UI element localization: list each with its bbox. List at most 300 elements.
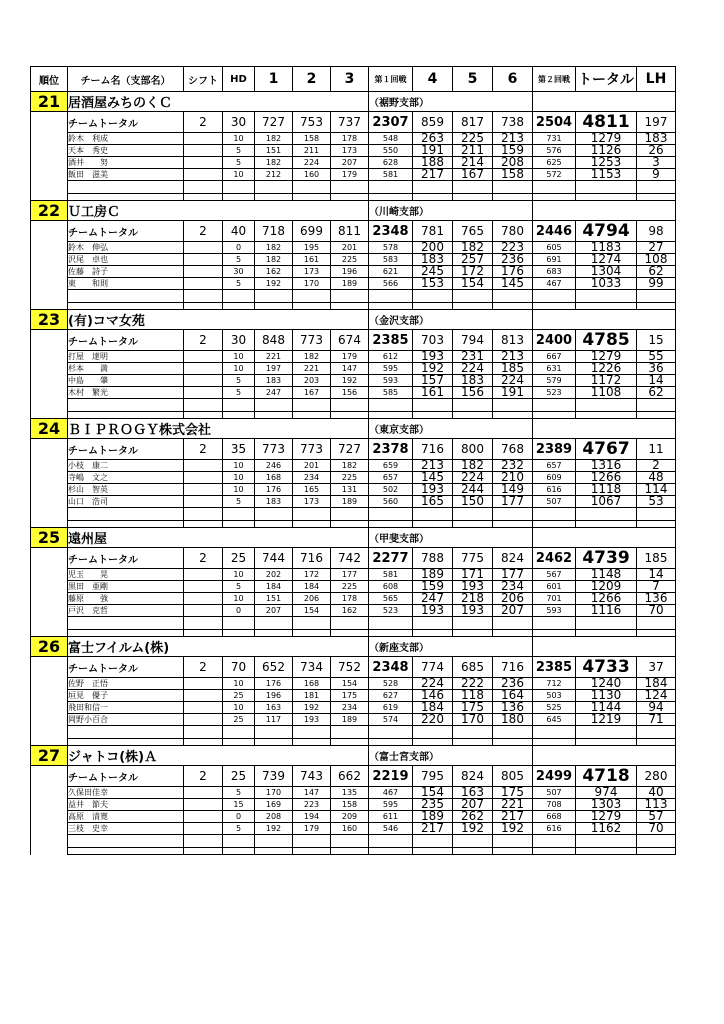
player-g4-value: 193 xyxy=(413,605,453,617)
shift-cell xyxy=(184,787,223,799)
blank-cell xyxy=(223,508,255,521)
player-hd-value: 10 xyxy=(223,484,255,496)
player-g4-value: 224 xyxy=(413,678,453,690)
rank-badge: 22 xyxy=(31,201,68,221)
player-lh-value: 2 xyxy=(637,460,676,472)
player-hd-value: 25 xyxy=(223,714,255,726)
blank-cell xyxy=(68,508,184,521)
rank-cell xyxy=(31,363,68,375)
team-g1-value: 744 xyxy=(255,548,293,569)
rank-cell xyxy=(31,375,68,387)
col-game-4: 4 xyxy=(413,67,453,92)
team-g4-value: 716 xyxy=(413,439,453,460)
member-row xyxy=(31,169,676,181)
blank-cell xyxy=(413,399,453,412)
player-g2-value: 193 xyxy=(293,714,331,726)
player-name: 木村 繁光 xyxy=(68,387,184,399)
player-s2-value: 605 xyxy=(533,242,576,254)
rank-cell xyxy=(31,581,68,593)
blank-cell xyxy=(576,399,637,412)
player-s1-value: 574 xyxy=(369,714,413,726)
shift-cell xyxy=(184,823,223,835)
player-s1-value: 657 xyxy=(369,472,413,484)
member-row xyxy=(31,605,676,617)
player-lh-value: 62 xyxy=(637,387,676,399)
player-tt-value: 1266 xyxy=(576,472,637,484)
blank-cell xyxy=(255,303,293,310)
player-name: 垣見 優子 xyxy=(68,690,184,702)
team-tt-value: 4785 xyxy=(576,330,637,351)
col-series-1: 第１回戦 xyxy=(369,67,413,92)
player-name: 益井 節夫 xyxy=(68,799,184,811)
blank-cell xyxy=(637,412,676,419)
player-g1-value: 162 xyxy=(255,266,293,278)
team-g1-value: 652 xyxy=(255,657,293,678)
player-g6-value: 213 xyxy=(493,133,533,145)
player-name: 鈴木 伸弘 xyxy=(68,242,184,254)
player-name: 酒井 努 xyxy=(68,157,184,169)
team-name: Ｕ工房Ｃ xyxy=(68,201,369,221)
player-g6-value: 208 xyxy=(493,157,533,169)
blank-cell xyxy=(68,194,184,201)
spacer-row xyxy=(31,399,676,412)
team-lh-value: 197 xyxy=(637,112,676,133)
blank-cell xyxy=(576,726,637,739)
player-tt-value: 1219 xyxy=(576,714,637,726)
spacer-row xyxy=(31,739,676,746)
player-name: 佐野 正悟 xyxy=(68,678,184,690)
player-hd-value: 10 xyxy=(223,363,255,375)
blank-cell xyxy=(331,412,369,419)
member-row xyxy=(31,242,676,254)
spacer-row xyxy=(31,521,676,528)
player-name: 飯田 滋美 xyxy=(68,169,184,181)
player-g1-value: 247 xyxy=(255,387,293,399)
player-g6-value: 177 xyxy=(493,569,533,581)
player-tt-value: 1144 xyxy=(576,702,637,714)
player-g5-value: 214 xyxy=(453,157,493,169)
player-g1-value: 151 xyxy=(255,593,293,605)
blank-cell xyxy=(493,630,533,637)
player-g6-value: 217 xyxy=(493,811,533,823)
blank-cell xyxy=(493,848,533,855)
player-g3-value: 158 xyxy=(331,799,369,811)
spacer-row xyxy=(31,508,676,521)
team-total-row xyxy=(31,766,676,787)
player-name: 戸沢 克哲 xyxy=(68,605,184,617)
team-total-row xyxy=(31,548,676,569)
player-g1-value: 168 xyxy=(255,472,293,484)
player-hd-value: 10 xyxy=(223,569,255,581)
blank-cell xyxy=(533,508,576,521)
blank-cell xyxy=(637,726,676,739)
shift-cell xyxy=(184,484,223,496)
player-g5-value: 193 xyxy=(453,605,493,617)
blank-cell xyxy=(68,412,184,419)
shift-cell xyxy=(184,387,223,399)
rank-cell xyxy=(31,351,68,363)
player-lh-value: 36 xyxy=(637,363,676,375)
player-s2-value: 691 xyxy=(533,254,576,266)
blank-cell xyxy=(413,848,453,855)
blank-cell xyxy=(255,181,293,194)
player-g2-value: 206 xyxy=(293,593,331,605)
player-g1-value: 182 xyxy=(255,242,293,254)
blank-cell xyxy=(493,194,533,201)
player-name: 東 和則 xyxy=(68,278,184,290)
team-header-blank xyxy=(533,419,676,439)
rank-cell xyxy=(31,278,68,290)
player-g5-value: 171 xyxy=(453,569,493,581)
player-g4-value: 189 xyxy=(413,569,453,581)
player-s2-value: 667 xyxy=(533,351,576,363)
player-g2-value: 182 xyxy=(293,351,331,363)
blank-cell xyxy=(331,726,369,739)
player-lh-value: 71 xyxy=(637,714,676,726)
col-game-5: 5 xyxy=(453,67,493,92)
blank-cell xyxy=(453,835,493,848)
player-g4-value: 192 xyxy=(413,363,453,375)
blank-cell xyxy=(576,835,637,848)
player-hd-value: 10 xyxy=(223,133,255,145)
player-s1-value: 467 xyxy=(369,787,413,799)
player-g3-value: 189 xyxy=(331,714,369,726)
team-hd-value: 25 xyxy=(223,766,255,787)
blank-cell xyxy=(533,617,576,630)
player-g1-value: 207 xyxy=(255,605,293,617)
team-header-blank xyxy=(533,637,676,657)
team-g5-value: 824 xyxy=(453,766,493,787)
team-total-row xyxy=(31,112,676,133)
team-header-blank xyxy=(533,92,676,112)
member-row xyxy=(31,581,676,593)
col-rank: 順位 xyxy=(31,67,68,92)
player-name: 沢尾 卓也 xyxy=(68,254,184,266)
player-g4-value: 213 xyxy=(413,460,453,472)
team-name: 居酒屋みちのくＣ xyxy=(68,92,369,112)
team-hd-value: 30 xyxy=(223,330,255,351)
player-tt-value: 1153 xyxy=(576,169,637,181)
player-tt-value: 1108 xyxy=(576,387,637,399)
team-g1-value: 848 xyxy=(255,330,293,351)
blank-cell xyxy=(293,835,331,848)
player-g3-value: 189 xyxy=(331,496,369,508)
player-g4-value: 161 xyxy=(413,387,453,399)
player-g5-value: 262 xyxy=(453,811,493,823)
rank-cell xyxy=(31,593,68,605)
rank-cell xyxy=(31,460,68,472)
team-s1-value: 2378 xyxy=(369,439,413,460)
rank-cell xyxy=(31,678,68,690)
rank-cell xyxy=(31,548,68,569)
blank-cell xyxy=(255,630,293,637)
player-hd-value: 5 xyxy=(223,581,255,593)
player-lh-value: 48 xyxy=(637,472,676,484)
blank-cell xyxy=(413,617,453,630)
player-g6-value: 236 xyxy=(493,678,533,690)
player-g6-value: 206 xyxy=(493,593,533,605)
blank-cell xyxy=(184,617,223,630)
player-hd-value: 5 xyxy=(223,278,255,290)
team-g5-value: 775 xyxy=(453,548,493,569)
player-g2-value: 170 xyxy=(293,278,331,290)
player-tt-value: 1162 xyxy=(576,823,637,835)
blank-cell xyxy=(223,181,255,194)
player-s1-value: 578 xyxy=(369,242,413,254)
member-row xyxy=(31,351,676,363)
player-tt-value: 1253 xyxy=(576,157,637,169)
blank-cell xyxy=(453,630,493,637)
player-g2-value: 221 xyxy=(293,363,331,375)
player-s1-value: 595 xyxy=(369,363,413,375)
member-row xyxy=(31,690,676,702)
player-s1-value: 581 xyxy=(369,569,413,581)
member-row xyxy=(31,569,676,581)
blank-cell xyxy=(413,726,453,739)
rank-cell xyxy=(31,242,68,254)
player-g1-value: 151 xyxy=(255,145,293,157)
blank-cell xyxy=(331,303,369,310)
player-g5-value: 211 xyxy=(453,145,493,157)
player-s1-value: 619 xyxy=(369,702,413,714)
team-hd-value: 30 xyxy=(223,112,255,133)
player-g4-value: 263 xyxy=(413,133,453,145)
team-name: ＢＩＰＲＯＧＹ株式会社 xyxy=(68,419,369,439)
team-g2-value: 743 xyxy=(293,766,331,787)
player-g1-value: 163 xyxy=(255,702,293,714)
player-hd-value: 0 xyxy=(223,242,255,254)
col-series-2: 第２回戦 xyxy=(533,67,576,92)
player-g5-value: 156 xyxy=(453,387,493,399)
player-g6-value: 180 xyxy=(493,714,533,726)
player-s1-value: 585 xyxy=(369,387,413,399)
player-name: 杉山 智英 xyxy=(68,484,184,496)
blank-cell xyxy=(533,181,576,194)
blank-cell xyxy=(331,848,369,855)
player-hd-value: 5 xyxy=(223,823,255,835)
player-lh-value: 183 xyxy=(637,133,676,145)
player-g1-value: 182 xyxy=(255,157,293,169)
shift-cell xyxy=(184,351,223,363)
player-name: 天本 秀史 xyxy=(68,145,184,157)
blank-cell xyxy=(369,835,413,848)
rank-badge: 25 xyxy=(31,528,68,548)
blank-cell xyxy=(293,399,331,412)
blank-cell xyxy=(255,508,293,521)
player-hd-value: 10 xyxy=(223,351,255,363)
player-name: 飛田和信一 xyxy=(68,702,184,714)
blank-cell xyxy=(576,617,637,630)
team-g2-value: 753 xyxy=(293,112,331,133)
player-hd-value: 0 xyxy=(223,605,255,617)
blank-cell xyxy=(223,303,255,310)
team-hd-value: 70 xyxy=(223,657,255,678)
player-name: 三枝 史幸 xyxy=(68,823,184,835)
player-g6-value: 149 xyxy=(493,484,533,496)
blank-cell xyxy=(184,290,223,303)
blank-cell xyxy=(331,194,369,201)
blank-cell xyxy=(31,726,68,739)
player-name: 中島 肇 xyxy=(68,375,184,387)
player-g3-value: 234 xyxy=(331,702,369,714)
player-g2-value: 194 xyxy=(293,811,331,823)
player-tt-value: 1209 xyxy=(576,581,637,593)
blank-cell xyxy=(453,617,493,630)
player-hd-value: 10 xyxy=(223,460,255,472)
player-name: 藤原 強 xyxy=(68,593,184,605)
player-s2-value: 579 xyxy=(533,375,576,387)
blank-cell xyxy=(369,181,413,194)
player-g4-value: 145 xyxy=(413,472,453,484)
player-g6-value: 221 xyxy=(493,799,533,811)
team-total-row xyxy=(31,221,676,242)
shift-value: 2 xyxy=(184,112,223,133)
shift-cell xyxy=(184,569,223,581)
blank-cell xyxy=(369,508,413,521)
rank-cell xyxy=(31,472,68,484)
branch-name: （新座支部） xyxy=(369,637,533,657)
blank-cell xyxy=(223,835,255,848)
col-hd: HD xyxy=(223,67,255,92)
blank-cell xyxy=(223,617,255,630)
team-g6-value: 805 xyxy=(493,766,533,787)
team-s2-value: 2400 xyxy=(533,330,576,351)
player-g2-value: 161 xyxy=(293,254,331,266)
blank-cell xyxy=(293,508,331,521)
player-tt-value: 1266 xyxy=(576,593,637,605)
blank-cell xyxy=(369,617,413,630)
team-header-row xyxy=(31,310,676,330)
blank-cell xyxy=(68,726,184,739)
player-lh-value: 26 xyxy=(637,145,676,157)
player-g1-value: 202 xyxy=(255,569,293,581)
player-g2-value: 224 xyxy=(293,157,331,169)
branch-name: （川崎支部） xyxy=(369,201,533,221)
player-g3-value: 154 xyxy=(331,678,369,690)
player-lh-value: 94 xyxy=(637,702,676,714)
blank-cell xyxy=(453,848,493,855)
blank-cell xyxy=(68,617,184,630)
player-g5-value: 222 xyxy=(453,678,493,690)
player-s2-value: 683 xyxy=(533,266,576,278)
player-s2-value: 625 xyxy=(533,157,576,169)
player-g4-value: 200 xyxy=(413,242,453,254)
player-tt-value: 1130 xyxy=(576,690,637,702)
shift-cell xyxy=(184,581,223,593)
player-s1-value: 608 xyxy=(369,581,413,593)
blank-cell xyxy=(68,399,184,412)
player-g1-value: 246 xyxy=(255,460,293,472)
player-hd-value: 10 xyxy=(223,472,255,484)
team-g6-value: 813 xyxy=(493,330,533,351)
blank-cell xyxy=(184,303,223,310)
player-g3-value: 178 xyxy=(331,593,369,605)
blank-cell xyxy=(293,617,331,630)
player-g5-value: 192 xyxy=(453,823,493,835)
player-name: 児玉 晃 xyxy=(68,569,184,581)
blank-cell xyxy=(331,290,369,303)
shift-cell xyxy=(184,799,223,811)
player-g2-value: 172 xyxy=(293,569,331,581)
shift-value: 2 xyxy=(184,766,223,787)
player-lh-value: 114 xyxy=(637,484,676,496)
blank-cell xyxy=(68,848,184,855)
team-g5-value: 685 xyxy=(453,657,493,678)
player-g3-value: 201 xyxy=(331,242,369,254)
col-total: トータル xyxy=(576,67,637,92)
player-g6-value: 177 xyxy=(493,496,533,508)
player-s2-value: 601 xyxy=(533,581,576,593)
shift-cell xyxy=(184,690,223,702)
blank-cell xyxy=(533,290,576,303)
player-g5-value: 224 xyxy=(453,472,493,484)
team-total-row xyxy=(31,439,676,460)
team-g6-value: 768 xyxy=(493,439,533,460)
rank-cell xyxy=(31,145,68,157)
player-g5-value: 224 xyxy=(453,363,493,375)
rank-badge: 24 xyxy=(31,419,68,439)
blank-cell xyxy=(255,521,293,528)
team-tt-value: 4739 xyxy=(576,548,637,569)
blank-cell xyxy=(493,303,533,310)
player-lh-value: 124 xyxy=(637,690,676,702)
member-row xyxy=(31,133,676,145)
rank-badge: 26 xyxy=(31,637,68,657)
player-s1-value: 583 xyxy=(369,254,413,266)
player-name: 高原 清寛 xyxy=(68,811,184,823)
player-g2-value: 203 xyxy=(293,375,331,387)
blank-cell xyxy=(223,399,255,412)
team-hd-value: 35 xyxy=(223,439,255,460)
blank-cell xyxy=(637,290,676,303)
blank-cell xyxy=(331,508,369,521)
team-header-row xyxy=(31,746,676,766)
rank-badge: 23 xyxy=(31,310,68,330)
player-s1-value: 612 xyxy=(369,351,413,363)
player-name: 岡野小百合 xyxy=(68,714,184,726)
team-name: 遠州屋 xyxy=(68,528,369,548)
player-g2-value: 160 xyxy=(293,169,331,181)
blank-cell xyxy=(369,303,413,310)
player-hd-value: 10 xyxy=(223,702,255,714)
rank-cell xyxy=(31,702,68,714)
team-header-blank xyxy=(533,201,676,221)
blank-cell xyxy=(493,181,533,194)
spacer-row xyxy=(31,194,676,201)
player-lh-value: 70 xyxy=(637,823,676,835)
player-g2-value: 168 xyxy=(293,678,331,690)
player-tt-value: 1279 xyxy=(576,811,637,823)
shift-cell xyxy=(184,702,223,714)
shift-cell xyxy=(184,678,223,690)
blank-cell xyxy=(293,726,331,739)
blank-cell xyxy=(255,290,293,303)
player-g2-value: 211 xyxy=(293,145,331,157)
spacer-row xyxy=(31,412,676,419)
blank-cell xyxy=(413,739,453,746)
team-lh-value: 98 xyxy=(637,221,676,242)
member-row xyxy=(31,484,676,496)
rank-cell xyxy=(31,766,68,787)
player-s1-value: 550 xyxy=(369,145,413,157)
team-s2-value: 2446 xyxy=(533,221,576,242)
blank-cell xyxy=(369,726,413,739)
blank-cell xyxy=(533,521,576,528)
player-g3-value: 178 xyxy=(331,133,369,145)
team-tt-value: 4794 xyxy=(576,221,637,242)
player-hd-value: 30 xyxy=(223,266,255,278)
member-row xyxy=(31,472,676,484)
